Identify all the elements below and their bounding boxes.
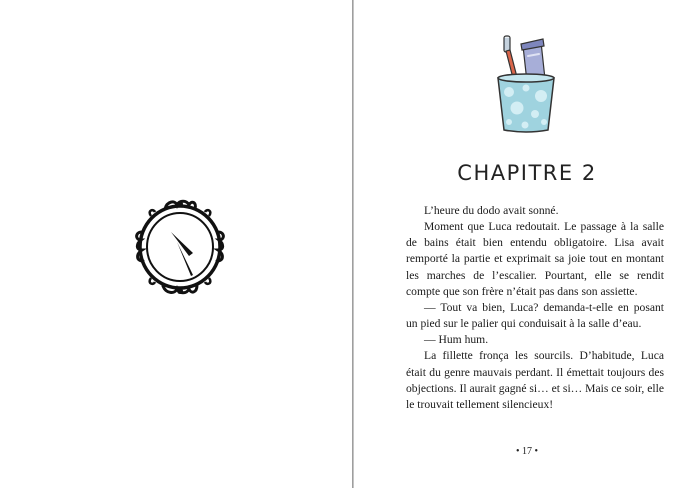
page-number: • 17 • bbox=[515, 446, 538, 457]
toothbrush-cup-icon bbox=[495, 34, 557, 134]
chapter-body bbox=[406, 203, 664, 413]
mirror-icon bbox=[133, 198, 227, 296]
paragraph: L’heure du dodo avait sonné. bbox=[424, 204, 559, 217]
paragraph: La fillette fronça les sourcils. D’habitude, Luca était du genre mauvais perdant. Il émettait toujours des objections. Il aurait gagné si… et si… Mais ce soir, elle le trouvait tellement silencieux! bbox=[406, 349, 664, 411]
paragraph: — Hum hum. bbox=[424, 333, 489, 347]
paragraph: — Tout va bien, Luca? demanda-t-elle en posant un pied sur le palier qui conduisait à la salle d’eau. bbox=[406, 300, 664, 331]
chapter-title: CHAPITRE 2 bbox=[457, 161, 597, 185]
right-page bbox=[354, 0, 700, 488]
paragraph: Moment que Luca redoutait. Le passage à la salle de bains était bien entendu obligatoire. Lisa avait remporté la partie et exprimait sa joie tout en montant les marches de l’escalier. Pourtant, elle se rendit compte que son frère n’était pas dans son assiette. bbox=[406, 220, 664, 298]
